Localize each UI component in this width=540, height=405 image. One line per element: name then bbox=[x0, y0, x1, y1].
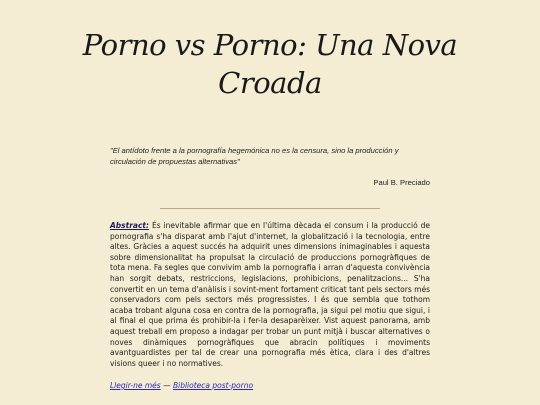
read-more-link[interactable]: Llegir-ne més bbox=[110, 381, 161, 390]
library-link[interactable]: Biblioteca post-porno bbox=[172, 381, 254, 390]
abstract-label: Abstract: bbox=[110, 221, 150, 230]
abstract-paragraph bbox=[110, 221, 430, 369]
article-title: Porno vs Porno: Una Nova Croada bbox=[82, 28, 458, 100]
abstract-text: És inevitable afirmar que en l'última dècada el consum i la producció de pornografia s'ha disparat amb l'ajut d'internet, la globalització i la tecnologia, entre altes. Gràcies a aquest succés ha adquirit unes dimensions inimaginables i aquesta sobre dimensionalitat ha propulsat la circulació de produccions pornogràfiques de tota mena. Fa segles que convivim amb la pornografia i arran d'aquesta convivència han sorgit debats, restriccions, legislacions, prohibicions, penalitzacions... S'ha convertit en un tema d'anàlisis i sovint-ment fortament criticat tant pels sectors més conservadors com pels sectors més progressistes. I és que sembla que tothom acaba trobant alguna cosa en contra de la pornografia, ja sigui pel motiu que sigui, i al final el que prima és prohibir-la i fer-la desaparèixer. Vist aquest panorama, amb aquest treball em proposo a indagar per trobar un punt mitjà i buscar alternatives o noves dinàmiques pornogràfiques que abracin polítiques i moviments avantguardistes per tal de crear una pornografia més ètica, clara i des d'altres visions queer i no normatives. bbox=[110, 221, 430, 368]
quote-author: Paul B. Preciado bbox=[373, 178, 430, 187]
section-divider bbox=[160, 208, 380, 209]
article-links bbox=[110, 381, 253, 391]
epigraph-quote: "El antídoto frente a la pornografía hegemónica no es la censura, sino la producción y circulación de propuestas alternativas" bbox=[110, 146, 399, 166]
link-separator: — bbox=[163, 381, 171, 390]
